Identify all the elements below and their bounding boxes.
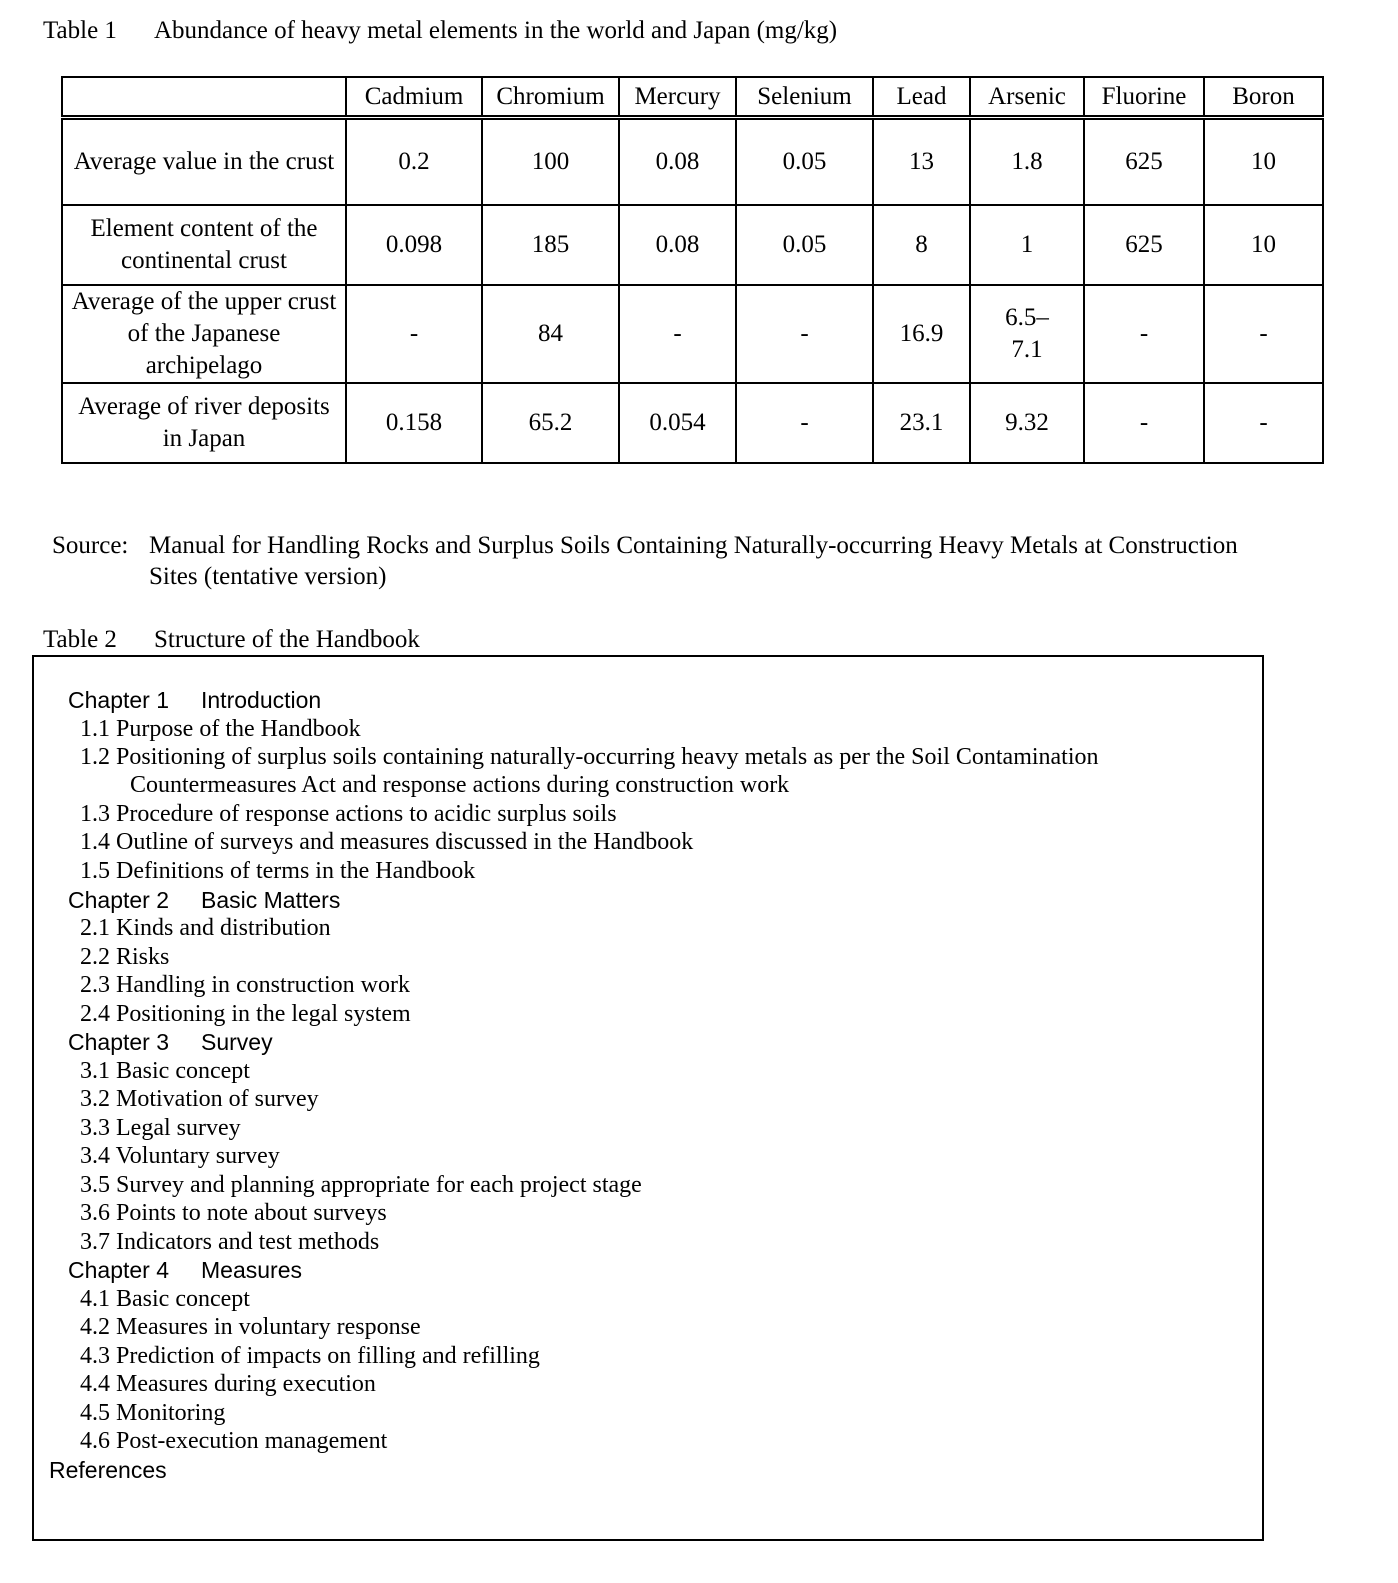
table-cell: 6.5–7.1 xyxy=(970,285,1084,383)
table-row xyxy=(62,205,1323,285)
table2-label: Table 2 xyxy=(43,626,117,653)
section-item: 2.1 Kinds and distribution xyxy=(80,915,331,941)
table-cell: 1.8 xyxy=(970,118,1084,206)
table-cell: 0.2 xyxy=(346,118,482,206)
section-item: 3.5 Survey and planning appropriate for each project stage xyxy=(80,1172,642,1198)
section-item: 3.6 Points to note about surveys xyxy=(80,1200,387,1226)
section-item: 2.3 Handling in construction work xyxy=(80,972,410,998)
table-cell: 0.054 xyxy=(619,383,736,463)
table-cell: 0.05 xyxy=(736,205,873,285)
section-item: 4.3 Prediction of impacts on filling and refilling xyxy=(80,1343,540,1369)
table-row xyxy=(62,383,1323,463)
table-cell: 625 xyxy=(1084,118,1204,206)
abundance-table xyxy=(61,76,1324,464)
table-cell: 9.32 xyxy=(970,383,1084,463)
table2-caption xyxy=(43,625,420,655)
chapter-number: Chapter 1 xyxy=(68,687,170,713)
table1-caption xyxy=(43,16,837,46)
table-cell: 65.2 xyxy=(482,383,619,463)
column-header: Cadmium xyxy=(346,77,482,118)
table-cell: 625 xyxy=(1084,205,1204,285)
table-cell: 16.9 xyxy=(873,285,970,383)
table-cell: 10 xyxy=(1204,118,1323,206)
section-item: 1.1 Purpose of the Handbook xyxy=(80,716,361,742)
table-cell: 8 xyxy=(873,205,970,285)
section-item: 4.2 Measures in voluntary response xyxy=(80,1314,421,1340)
chapter-title: Basic Matters xyxy=(201,887,341,913)
section-item: 4.6 Post-execution management xyxy=(80,1428,388,1454)
chapter-title: Survey xyxy=(201,1029,273,1055)
table2-title: Structure of the Handbook xyxy=(154,626,420,653)
section-item: 1.3 Procedure of response actions to acidic surplus soils xyxy=(80,801,617,827)
row-label: Average value in the crust xyxy=(62,118,346,206)
section-item: 2.2 Risks xyxy=(80,944,170,970)
table-cell: 10 xyxy=(1204,205,1323,285)
section-item: 4.1 Basic concept xyxy=(80,1286,250,1312)
column-header: Selenium xyxy=(736,77,873,118)
chapter-title: Measures xyxy=(201,1257,302,1283)
chapter-title: Introduction xyxy=(201,687,322,713)
chapter-heading xyxy=(68,1028,273,1056)
row-label: Average of river deposits in Japan xyxy=(62,383,346,463)
section-item: 3.3 Legal survey xyxy=(80,1115,241,1141)
section-item: 1.4 Outline of surveys and measures discussed in the Handbook xyxy=(80,829,694,855)
section-item: 1.2 Positioning of surplus soils containing naturally-occurring heavy metals as per the Soil Contamination Countermeasures Act and response actions during construction work xyxy=(80,744,1099,798)
table-cell: 23.1 xyxy=(873,383,970,463)
table-cell: 84 xyxy=(482,285,619,383)
source-label: Source: xyxy=(52,532,129,559)
section-item: 3.4 Voluntary survey xyxy=(80,1143,280,1169)
references-heading: References xyxy=(49,1457,167,1483)
table-cell: 13 xyxy=(873,118,970,206)
handbook-structure-box xyxy=(32,655,1264,1541)
table-cell: 0.08 xyxy=(619,205,736,285)
column-header: Lead xyxy=(873,77,970,118)
table-row xyxy=(62,118,1323,206)
column-header: Arsenic xyxy=(970,77,1084,118)
table-cell: - xyxy=(346,285,482,383)
chapter-number: Chapter 4 xyxy=(68,1257,170,1283)
column-header: Mercury xyxy=(619,77,736,118)
chapter-number: Chapter 2 xyxy=(68,887,170,913)
column-header: Boron xyxy=(1204,77,1323,118)
table-cell: - xyxy=(1084,285,1204,383)
section-item: 3.7 Indicators and test methods xyxy=(80,1229,380,1255)
chapter-heading xyxy=(68,686,321,714)
section-item: 4.5 Monitoring xyxy=(80,1400,226,1426)
section-item: 3.1 Basic concept xyxy=(80,1058,250,1084)
chapter-heading xyxy=(68,886,340,914)
row-label: Element content of the continental crust xyxy=(62,205,346,285)
table-cell: 1 xyxy=(970,205,1084,285)
table-cell: 185 xyxy=(482,205,619,285)
table1-label: Table 1 xyxy=(43,17,117,44)
table-cell: - xyxy=(1204,285,1323,383)
table-row xyxy=(62,285,1323,383)
table-cell: 100 xyxy=(482,118,619,206)
section-item: 4.4 Measures during execution xyxy=(80,1371,376,1397)
table-cell: - xyxy=(736,383,873,463)
table-cell: - xyxy=(619,285,736,383)
row-label: Average of the upper crust of the Japanese archipelago xyxy=(62,285,346,383)
section-item: 1.5 Definitions of terms in the Handbook xyxy=(80,858,476,884)
table-cell: - xyxy=(736,285,873,383)
column-header xyxy=(62,77,346,118)
table1-title: Abundance of heavy metal elements in the world and Japan (mg/kg) xyxy=(154,17,838,44)
table-header-row xyxy=(62,77,1323,118)
section-item: 2.4 Positioning in the legal system xyxy=(80,1001,411,1027)
table-cell: 0.098 xyxy=(346,205,482,285)
chapter-heading xyxy=(68,1256,302,1284)
table-cell: - xyxy=(1204,383,1323,463)
table-cell: 0.08 xyxy=(619,118,736,206)
source-text: Manual for Handling Rocks and Surplus Soils Containing Naturally-occurring Heavy Metals at Construction Sites (tentative version) xyxy=(149,532,1238,590)
column-header: Fluorine xyxy=(1084,77,1204,118)
table-cell: - xyxy=(1084,383,1204,463)
table-cell: 0.158 xyxy=(346,383,482,463)
column-header: Chromium xyxy=(482,77,619,118)
section-item: 3.2 Motivation of survey xyxy=(80,1086,319,1112)
chapter-number: Chapter 3 xyxy=(68,1029,170,1055)
table-cell: 0.05 xyxy=(736,118,873,206)
